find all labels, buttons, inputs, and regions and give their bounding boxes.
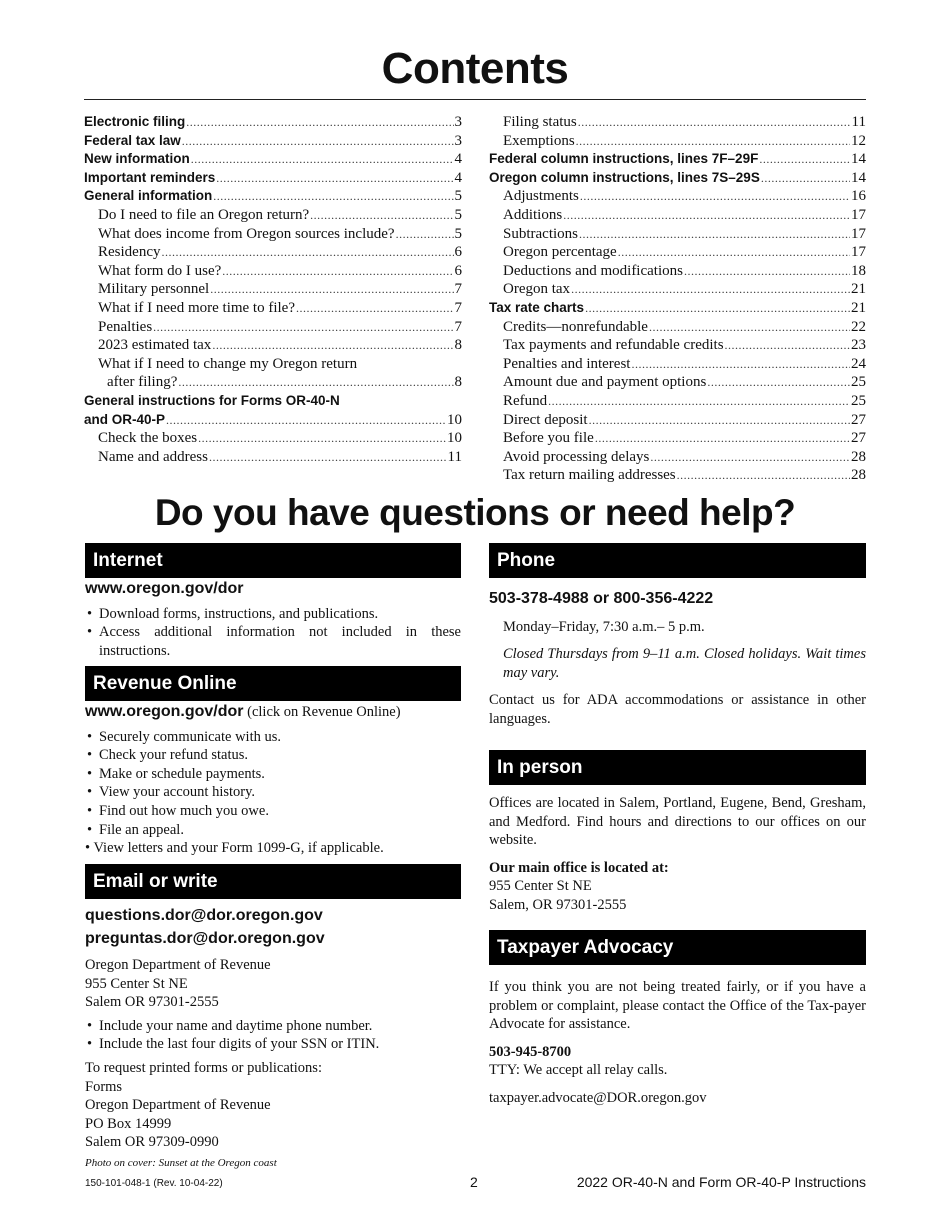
toc-leader-dots bbox=[216, 169, 453, 188]
toc-entry[interactable] bbox=[489, 280, 866, 299]
toc-leader-dots bbox=[563, 206, 850, 225]
toc-entry-page: 4 bbox=[454, 151, 462, 168]
toc-leader-dots bbox=[684, 262, 850, 281]
toc-leader-dots bbox=[191, 150, 454, 169]
toc-entry[interactable] bbox=[84, 373, 462, 392]
toc-left-column bbox=[84, 113, 462, 466]
toc-leader-dots bbox=[210, 280, 453, 299]
toc-entry[interactable] bbox=[489, 150, 866, 169]
toc-entry[interactable] bbox=[84, 448, 462, 467]
advocacy-phone: 503-945-8700 bbox=[489, 1043, 572, 1060]
toc-entry[interactable] bbox=[84, 150, 462, 169]
toc-entry-label: What does income from Oregon sources include? bbox=[98, 225, 395, 242]
toc-leader-dots bbox=[649, 318, 850, 337]
address-line: Oregon Department of Revenue bbox=[85, 1097, 271, 1114]
toc-entry[interactable] bbox=[489, 132, 866, 151]
toc-entry-page: 4 bbox=[454, 169, 462, 186]
advocacy-tty: TTY: We accept all relay calls. bbox=[489, 1062, 668, 1079]
toc-entry-page: 11 bbox=[447, 448, 462, 465]
toc-entry[interactable] bbox=[489, 355, 866, 374]
toc-leader-dots bbox=[186, 113, 453, 132]
toc-entry[interactable] bbox=[84, 392, 462, 411]
toc-entry-page: 5 bbox=[454, 225, 462, 242]
toc-entry-label: Tax payments and refundable credits bbox=[503, 337, 724, 354]
toc-leader-dots bbox=[618, 243, 850, 262]
list-item: • Securely communicate with us. bbox=[85, 728, 461, 747]
toc-entry-page: 3 bbox=[454, 132, 462, 149]
toc-entry[interactable] bbox=[84, 411, 462, 430]
toc-entry[interactable] bbox=[84, 206, 462, 225]
toc-leader-dots bbox=[153, 318, 453, 337]
toc-entry-label: and OR-40-P bbox=[84, 411, 166, 427]
toc-entry-page: 14 bbox=[851, 169, 866, 186]
toc-entry-label: 2023 estimated tax bbox=[98, 337, 212, 354]
toc-entry[interactable] bbox=[489, 243, 866, 262]
address-line: Salem, OR 97301-2555 bbox=[489, 896, 627, 913]
toc-entry[interactable] bbox=[84, 225, 462, 244]
page-number: 2 bbox=[470, 1174, 478, 1190]
advocacy-section bbox=[489, 978, 866, 1108]
phone-closed-note: Closed Thursdays from 9–11 a.m. Closed holidays. Wait times may vary. bbox=[503, 646, 866, 681]
toc-entry-page: 5 bbox=[454, 206, 462, 223]
toc-leader-dots bbox=[576, 132, 850, 151]
toc-entry-label: Federal column instructions, lines 7F–29F bbox=[489, 151, 759, 167]
toc-leader-dots bbox=[571, 280, 850, 299]
toc-leader-dots bbox=[396, 225, 454, 244]
toc-leader-dots bbox=[595, 429, 850, 448]
document-title: 2022 OR-40-N and Form OR-40-P Instructions bbox=[576, 1174, 866, 1190]
toc-entry-page: 17 bbox=[851, 244, 866, 261]
form-code: 150-101-048-1 (Rev. 10-04-22) bbox=[85, 1178, 223, 1189]
toc-entry-label: Check the boxes bbox=[98, 430, 198, 447]
in-person-section bbox=[489, 794, 866, 915]
internet-section-header: Internet bbox=[85, 543, 461, 578]
advocacy-section-header: Taxpayer Advocacy bbox=[489, 930, 866, 965]
toc-entry-label: after filing? bbox=[107, 374, 178, 391]
email-spanish[interactable]: preguntas.dor@dor.oregon.gov bbox=[85, 930, 325, 947]
toc-entry-label: Filing status bbox=[503, 114, 577, 130]
list-item: • Access additional information not included in these instructions. bbox=[85, 623, 461, 660]
toc-leader-dots bbox=[589, 411, 850, 430]
toc-entry[interactable] bbox=[489, 448, 866, 467]
toc-entry[interactable] bbox=[84, 355, 462, 374]
toc-entry[interactable] bbox=[84, 169, 462, 188]
toc-leader-dots bbox=[178, 373, 453, 392]
toc-leader-dots bbox=[585, 299, 850, 318]
toc-entry-label: Tax rate charts bbox=[489, 299, 585, 315]
toc-entry[interactable] bbox=[489, 392, 866, 411]
email-english[interactable]: questions.dor@dor.oregon.gov bbox=[85, 907, 323, 924]
toc-leader-dots bbox=[209, 448, 447, 467]
toc-leader-dots bbox=[222, 262, 453, 281]
toc-entry-label: General instructions for Forms OR-40-N bbox=[84, 392, 340, 408]
toc-entry[interactable] bbox=[489, 318, 866, 337]
address-line: Oregon Department of Revenue bbox=[85, 957, 271, 973]
address-line: 955 Center St NE bbox=[85, 975, 188, 992]
toc-entry-label: Important reminders bbox=[84, 169, 216, 185]
toc-entry[interactable] bbox=[84, 318, 462, 337]
toc-entry-page: 11 bbox=[851, 114, 866, 130]
list-item: • Include your name and daytime phone number. bbox=[85, 1017, 461, 1036]
toc-leader-dots bbox=[182, 132, 454, 151]
toc-entry-label: Oregon column instructions, lines 7S–29S bbox=[489, 169, 760, 185]
toc-entry[interactable] bbox=[84, 299, 462, 318]
phone-section bbox=[489, 590, 866, 729]
toc-entry-page: 3 bbox=[454, 114, 462, 130]
toc-entry-label: Exemptions bbox=[503, 132, 575, 149]
toc-entry-label: Credits—nonrefundable bbox=[503, 318, 648, 335]
list-item: • File an appeal. bbox=[85, 821, 461, 840]
toc-entry-page: 27 bbox=[851, 411, 866, 428]
toc-entry-label: Tax return mailing addresses bbox=[503, 467, 676, 484]
toc-leader-dots bbox=[296, 299, 454, 318]
toc-entry-page: 7 bbox=[454, 299, 462, 316]
toc-entry-label: Penalties and interest bbox=[503, 355, 631, 372]
toc-entry-page: 8 bbox=[454, 374, 462, 391]
toc-entry[interactable] bbox=[489, 225, 866, 244]
toc-leader-dots bbox=[310, 206, 453, 225]
phone-section-header: Phone bbox=[489, 543, 866, 578]
offices-text: Offices are located in Salem, Portland, Eugene, Bend, Gresham, and Medford. Find hours and directions to our offices on our website. bbox=[489, 795, 866, 849]
toc-entry-label: Oregon tax bbox=[503, 281, 571, 298]
toc-entry-page: 6 bbox=[454, 244, 462, 261]
address-line: Salem OR 97309-0990 bbox=[85, 1134, 219, 1151]
toc-entry[interactable] bbox=[489, 373, 866, 392]
list-item: • Include the last four digits of your SSN or ITIN. bbox=[85, 1035, 461, 1054]
toc-entry[interactable] bbox=[84, 132, 462, 151]
toc-leader-dots bbox=[650, 448, 850, 467]
toc-entry-label: Military personnel bbox=[98, 281, 210, 298]
toc-entry-page: 24 bbox=[851, 355, 866, 372]
toc-entry-label: Deductions and modifications bbox=[503, 262, 683, 279]
email-bullet-list bbox=[85, 1017, 461, 1054]
toc-entry-label: Federal tax law bbox=[84, 132, 181, 148]
toc-entry-label: New information bbox=[84, 151, 190, 167]
toc-entry-page: 22 bbox=[851, 318, 866, 335]
toc-entry[interactable] bbox=[489, 113, 866, 132]
toc-leader-dots bbox=[580, 187, 850, 206]
list-item: • Make or schedule payments. bbox=[85, 765, 461, 784]
toc-entry-label: What if I need more time to file? bbox=[98, 299, 295, 316]
toc-entry-label: Adjustments bbox=[503, 188, 579, 205]
toc-entry-page: 7 bbox=[454, 318, 462, 335]
address-line: Salem OR 97301-2555 bbox=[85, 994, 219, 1011]
toc-leader-dots bbox=[198, 429, 446, 448]
toc-entry-label: General information bbox=[84, 188, 213, 204]
toc-leader-dots bbox=[759, 150, 850, 169]
photo-caption: Photo on cover: Sunset at the Oregon coast bbox=[85, 1157, 277, 1169]
toc-entry-page: 16 bbox=[851, 188, 866, 205]
in-person-section-header: In person bbox=[489, 750, 866, 785]
toc-entry-page: 8 bbox=[454, 337, 462, 354]
toc-leader-dots bbox=[161, 243, 453, 262]
ada-note: Contact us for ADA accommodations or assistance in other languages. bbox=[489, 692, 866, 727]
main-office-label: Our main office is located at: bbox=[489, 859, 669, 876]
toc-entry-page: 5 bbox=[454, 188, 462, 205]
list-item: • View your account history. bbox=[85, 783, 461, 802]
toc-entry-page: 6 bbox=[454, 262, 462, 279]
toc-entry-label: What if I need to change my Oregon return bbox=[98, 355, 358, 372]
toc-entry[interactable] bbox=[84, 280, 462, 299]
internet-section bbox=[85, 580, 461, 660]
list-item: • Download forms, instructions, and publications. bbox=[85, 605, 461, 624]
forms-intro: To request printed forms or publications: bbox=[85, 1059, 322, 1076]
forms-address bbox=[85, 1078, 461, 1152]
toc-leader-dots bbox=[631, 355, 850, 374]
toc-entry[interactable] bbox=[84, 187, 462, 206]
internet-bullet-list bbox=[85, 605, 461, 661]
advocacy-email[interactable]: taxpayer.advocate@DOR.oregon.gov bbox=[489, 1089, 707, 1106]
toc-entry-label: Direct deposit bbox=[503, 411, 588, 428]
address-line: PO Box 14999 bbox=[85, 1115, 172, 1132]
toc-leader-dots bbox=[213, 187, 453, 206]
toc-entry[interactable] bbox=[489, 429, 866, 448]
revenue-online-section-header: Revenue Online bbox=[85, 666, 461, 701]
revenue-online-url[interactable]: www.oregon.gov/dor bbox=[85, 703, 244, 720]
toc-entry-page: 17 bbox=[851, 206, 866, 223]
toc-entry[interactable] bbox=[489, 187, 866, 206]
toc-entry-page: 25 bbox=[851, 392, 866, 409]
toc-entry-page: 10 bbox=[447, 430, 462, 447]
toc-entry-label: What form do I use? bbox=[98, 262, 222, 279]
advocacy-text: If you think you are not being treated fairly, or if you have a problem or complaint, please contact the Office of the Tax-payer Advocate for assistance. bbox=[489, 979, 866, 1033]
toc-leader-dots bbox=[677, 466, 850, 485]
toc-leader-dots bbox=[212, 336, 453, 355]
toc-entry-page: 7 bbox=[454, 281, 462, 298]
toc-entry-page: 21 bbox=[851, 299, 866, 316]
toc-leader-dots bbox=[707, 373, 850, 392]
toc-entry-page: 28 bbox=[851, 448, 866, 465]
list-item: • Check your refund status. bbox=[85, 746, 461, 765]
toc-entry[interactable] bbox=[489, 466, 866, 485]
toc-entry[interactable] bbox=[84, 429, 462, 448]
toc-entry-page: 10 bbox=[447, 411, 462, 428]
toc-entry-page: 12 bbox=[851, 132, 866, 149]
revenue-online-url-note: (click on Revenue Online) bbox=[247, 704, 401, 720]
toc-leader-dots bbox=[725, 336, 850, 355]
toc-entry-page: 21 bbox=[851, 281, 866, 298]
toc-entry-label: Refund bbox=[503, 392, 548, 409]
toc-entry-label: Amount due and payment options bbox=[503, 374, 707, 391]
toc-entry[interactable] bbox=[489, 299, 866, 318]
revenue-online-section bbox=[85, 703, 461, 858]
toc-entry[interactable] bbox=[489, 206, 866, 225]
toc-entry[interactable] bbox=[489, 169, 866, 188]
toc-entry-label: Additions bbox=[503, 206, 563, 223]
toc-leader-dots bbox=[761, 169, 850, 188]
toc-entry-page: 14 bbox=[851, 151, 866, 168]
toc-leader-dots bbox=[548, 392, 850, 411]
toc-entry-page: 25 bbox=[851, 374, 866, 391]
toc-entry[interactable] bbox=[489, 336, 866, 355]
toc-entry-label: Avoid processing delays bbox=[503, 448, 650, 465]
toc-entry-label: Penalties bbox=[98, 318, 153, 335]
address-line: Forms bbox=[85, 1078, 123, 1095]
toc-entry-label: Do I need to file an Oregon return? bbox=[98, 206, 310, 223]
toc-entry[interactable] bbox=[489, 411, 866, 430]
internet-url[interactable]: www.oregon.gov/dor bbox=[85, 580, 244, 597]
toc-right-column bbox=[489, 113, 866, 485]
toc-leader-dots bbox=[578, 113, 851, 132]
toc-entry-label: Name and address bbox=[98, 448, 208, 465]
list-item: • Find out how much you owe. bbox=[85, 802, 461, 821]
toc-entry-page: 28 bbox=[851, 467, 866, 484]
phone-numbers: 503-378-4988 or 800-356-4222 bbox=[489, 590, 714, 607]
toc-entry[interactable] bbox=[84, 113, 462, 132]
toc-entry-page: 18 bbox=[851, 262, 866, 279]
toc-entry[interactable] bbox=[84, 336, 462, 355]
email-section bbox=[85, 904, 461, 1152]
toc-entry[interactable] bbox=[489, 262, 866, 281]
help-heading: Do you have questions or need help? bbox=[154, 492, 796, 533]
toc-entry-label: Subtractions bbox=[503, 225, 578, 242]
toc-leader-dots bbox=[579, 225, 850, 244]
toc-entry-label: Before you file bbox=[503, 430, 594, 447]
phone-hours: Monday–Friday, 7:30 a.m.– 5 p.m. bbox=[503, 618, 705, 635]
toc-entry-label: Residency bbox=[98, 244, 161, 261]
list-item: • View letters and your Form 1099-G, if applicable. bbox=[85, 840, 384, 857]
email-section-header: Email or write bbox=[85, 864, 461, 899]
toc-entry-page: 17 bbox=[851, 225, 866, 242]
toc-entry-label: Oregon percentage bbox=[503, 244, 617, 261]
title-divider bbox=[84, 99, 866, 100]
mailing-address bbox=[85, 956, 461, 1012]
toc-entry-page: 23 bbox=[851, 337, 866, 354]
address-line: 955 Center St NE bbox=[489, 878, 592, 895]
toc-entry[interactable] bbox=[84, 262, 462, 281]
toc-leader-dots bbox=[166, 411, 446, 430]
toc-entry-label: Electronic filing bbox=[84, 114, 186, 129]
revenue-online-bullet-list bbox=[85, 728, 461, 840]
toc-entry[interactable] bbox=[84, 243, 462, 262]
toc-entry-page: 27 bbox=[851, 430, 866, 447]
page-title: Contents bbox=[381, 44, 569, 93]
